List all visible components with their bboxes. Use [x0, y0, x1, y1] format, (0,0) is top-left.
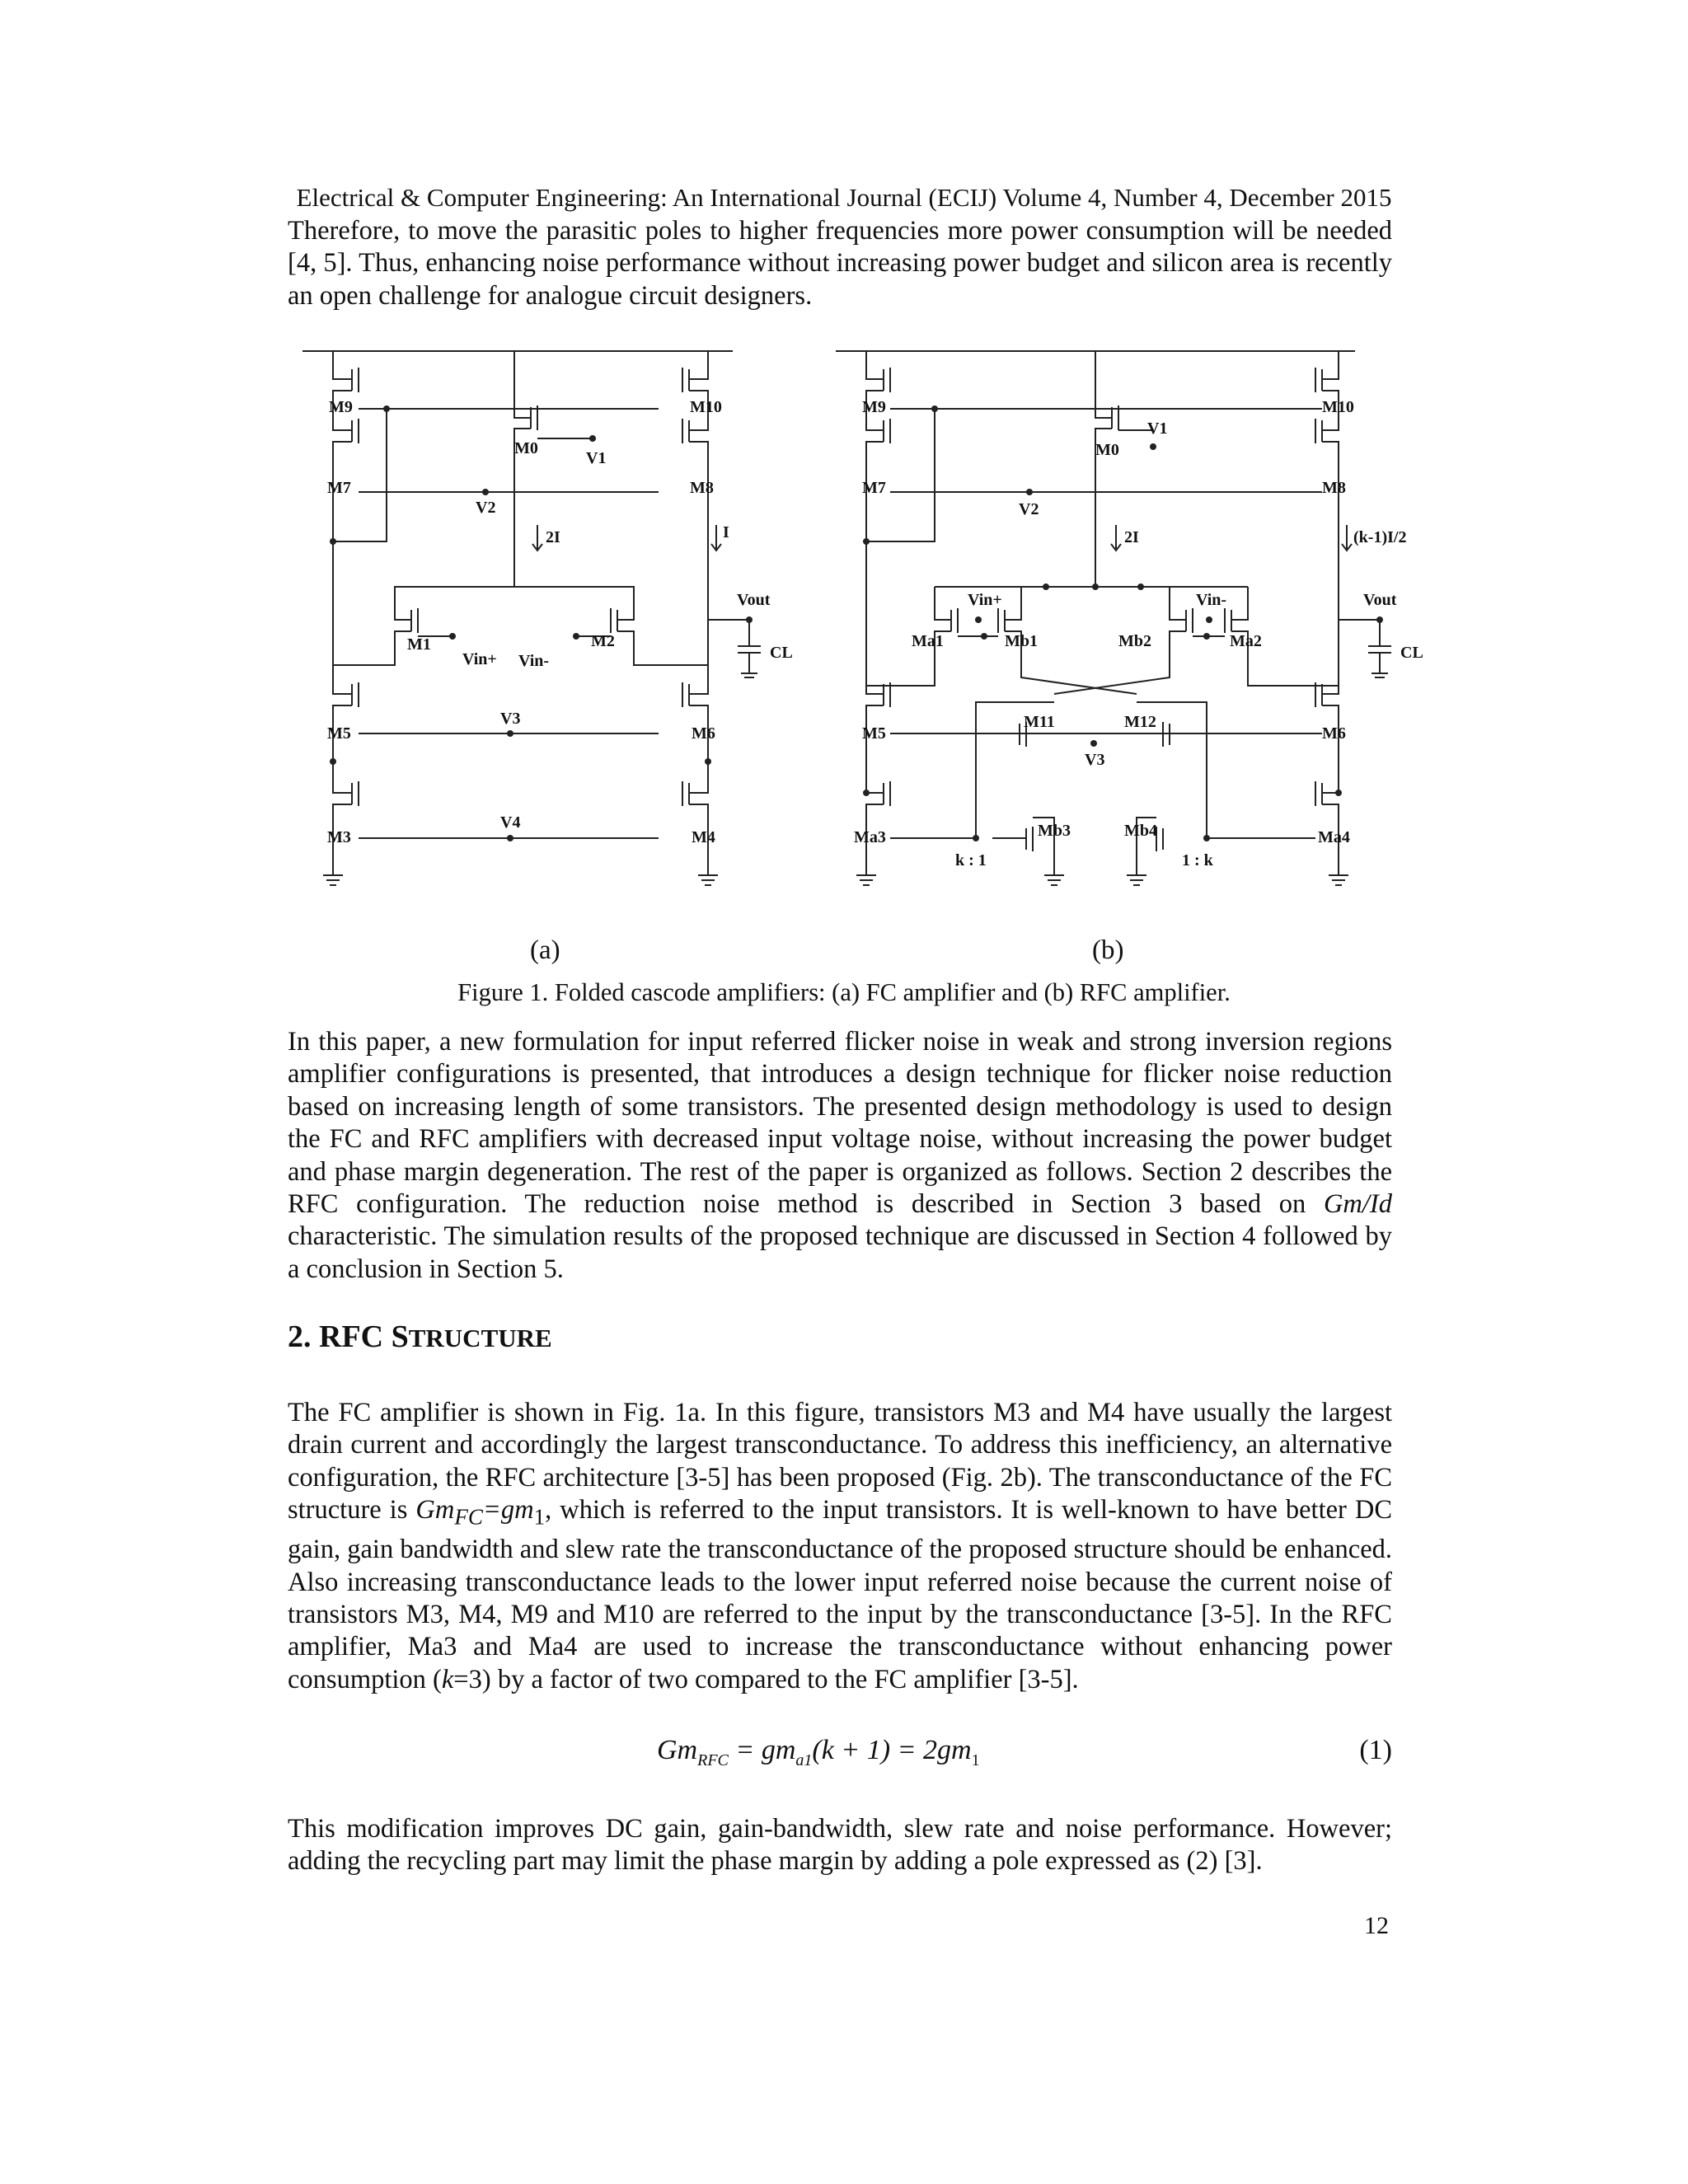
- gm-symbol: Gm: [415, 1495, 455, 1526]
- paragraph-text: In this paper, a new formulation for input referred flicker noise in weak and strong inversion regions amplifier configurations is presented, that introduces a design technique for flicker noise reduction based on increasing length of some transistors. The presented design methodology is used to design the FC and RFC amplifiers with decreased input voltage noise, without increasing the power budget and phase margin degeneration. The rest of the paper is organized as follows. Section 2 describes the RFC configuration. The reduction noise method is described in Section 3 based on: [288, 1027, 1392, 1220]
- k-symbol: k: [441, 1664, 454, 1694]
- label-a-m8: M8: [690, 479, 714, 497]
- label-b-vout: Vout: [1363, 591, 1397, 609]
- eq-rhs: = 2gm: [890, 1735, 972, 1765]
- label-a-m9: M9: [329, 398, 353, 416]
- label-b-m5: M5: [862, 724, 886, 743]
- label-b-v1: V1: [1147, 419, 1168, 438]
- label-a-m5: M5: [327, 724, 351, 743]
- label-b-m11: M11: [1024, 713, 1055, 731]
- label-b-m8: M8: [1322, 479, 1346, 497]
- label-a-m2: M2: [591, 632, 615, 650]
- label-a-cl: CL: [770, 644, 793, 662]
- label-b-mb3: Mb3: [1038, 822, 1071, 840]
- label-b-ratio-k1: k : 1: [955, 851, 987, 869]
- label-a-v4: V4: [500, 813, 521, 832]
- label-a-m0: M0: [514, 439, 538, 457]
- fc-subscript: FC: [454, 1504, 483, 1530]
- journal-header: Electrical & Computer Engineering: An International Journal (ECIJ) Volume 4, Number 4, December 2015: [296, 183, 1392, 212]
- schematic-a: [302, 351, 793, 885]
- label-b-m10: M10: [1322, 398, 1354, 416]
- label-a-2i: 2I: [546, 528, 560, 546]
- equation-1: [288, 1735, 1392, 1784]
- label-a-v1: V1: [586, 449, 607, 467]
- label-b-v3: V3: [1085, 751, 1105, 769]
- label-a-v2: V2: [476, 499, 496, 517]
- label-b-2i: 2I: [1124, 528, 1139, 546]
- figure-1: [288, 340, 1423, 933]
- label-a-vinp: Vin+: [462, 650, 497, 668]
- panel-label-b: (b): [1092, 935, 1124, 965]
- one-subscript: 1: [533, 1504, 546, 1530]
- equation-number: (1): [1359, 1735, 1392, 1765]
- page-number: 12: [1364, 1912, 1389, 1939]
- label-a-vinm: Vin-: [518, 652, 550, 670]
- paragraph-intro: [288, 215, 1392, 312]
- label-b-ik: (k-1)I/2: [1353, 528, 1407, 546]
- label-b-mb4: Mb4: [1124, 822, 1157, 840]
- gm-id-italic: Gm/Id: [1323, 1189, 1392, 1220]
- paragraph-phase-margin: [288, 1813, 1392, 1878]
- eq-lhs: Gm: [657, 1735, 698, 1765]
- label-b-mb1: Mb1: [1005, 632, 1038, 650]
- panel-label-a: (a): [530, 935, 560, 965]
- label-b-ma4: Ma4: [1318, 828, 1350, 846]
- label-b-vinp: Vin+: [968, 591, 1002, 609]
- label-b-m9: M9: [862, 398, 886, 416]
- label-b-cl: CL: [1400, 644, 1423, 662]
- paragraph-text: This modification improves DC gain, gain-bandwidth, slew rate and noise performance. However; adding the recycling part may limit the phase margin by adding a pole expressed as (2) [3].: [288, 1814, 1392, 1877]
- label-a-m1: M1: [407, 635, 431, 654]
- label-b-ratio-1k: 1 : k: [1182, 851, 1213, 869]
- label-b-vinm: Vin-: [1196, 591, 1227, 609]
- label-b-m6: M6: [1322, 724, 1346, 743]
- label-a-m4: M4: [692, 828, 715, 846]
- schematic-b: [836, 351, 1423, 885]
- equation-body: [657, 1735, 980, 1770]
- label-b-m7: M7: [862, 479, 886, 497]
- label-b-v2: V2: [1019, 500, 1039, 518]
- paragraph-text-middle: , which is referred to the input transistors. It is well-known to have better DC gain, gain bandwidth and slew rate the transconductance of the proposed structure should be enhanced. Also increasing transconductance leads to the lower input referred noise because the current noise of transistors M3, M4, M9 and M10 are referred to the input by the transconductance [3-5]. In the RFC amplifier, Ma3 and Ma4 are used to increase the transconductance without enhancing power consumption (: [288, 1495, 1392, 1694]
- gm-equals: =gm: [482, 1495, 534, 1526]
- figure-caption: Figure 1. Folded cascode amplifiers: (a) FC amplifier and (b) RFC amplifier.: [457, 978, 1231, 1006]
- eq-paren: (k + 1): [812, 1735, 891, 1765]
- label-b-ma3: Ma3: [854, 828, 886, 846]
- label-a-m3: M3: [327, 828, 351, 846]
- paragraph-text: Therefore, to move the parasitic poles to higher frequencies more power consumption will be needed [4, 5]. Thus, enhancing noise performance without increasing power budget and silicon area is recently an open challenge for analogue circuit designers.: [288, 216, 1392, 311]
- eq-rhs-sub: 1: [971, 1750, 980, 1769]
- label-a-v3: V3: [500, 710, 521, 728]
- eq-mid: = gm: [728, 1735, 796, 1765]
- label-b-mb2: Mb2: [1118, 632, 1151, 650]
- section-heading: [288, 1319, 552, 1355]
- label-b-m12: M12: [1124, 713, 1156, 731]
- paragraph-overview: [288, 1026, 1392, 1286]
- circuit-schematics: [288, 340, 1423, 933]
- label-b-ma1: Ma1: [912, 632, 944, 650]
- section-number: 2. RFC S: [288, 1319, 409, 1354]
- eq-lhs-sub: RFC: [697, 1750, 729, 1769]
- paragraph-text-end: characteristic. The simulation results of the proposed technique are discussed in Section 4 followed by a conclusion in Section 5.: [288, 1221, 1392, 1284]
- section-title-smallcaps: TRUCTURE: [408, 1324, 552, 1352]
- label-a-i: I: [723, 523, 729, 541]
- paragraph-text-end: =3) by a factor of two compared to the FC amplifier [3-5].: [453, 1664, 1079, 1694]
- label-a-m6: M6: [692, 724, 715, 743]
- paragraph-text: The FC amplifier is shown in Fig. 1a. In this figure, transistors M3 and M4 have usually the largest drain current and accordingly the largest transconductance. To address this inefficiency, an alternative configuration, the RFC architecture [3-5] has been proposed (Fig. 2b). The transconductance of the FC structure is: [288, 1398, 1392, 1526]
- eq-mid-sub: a1: [795, 1750, 813, 1769]
- paragraph-rfc: [288, 1397, 1392, 1696]
- label-a-m10: M10: [690, 398, 722, 416]
- label-a-m7: M7: [327, 479, 351, 497]
- label-b-ma2: Ma2: [1230, 632, 1262, 650]
- label-b-m0: M0: [1095, 441, 1119, 459]
- label-a-vout: Vout: [737, 591, 771, 609]
